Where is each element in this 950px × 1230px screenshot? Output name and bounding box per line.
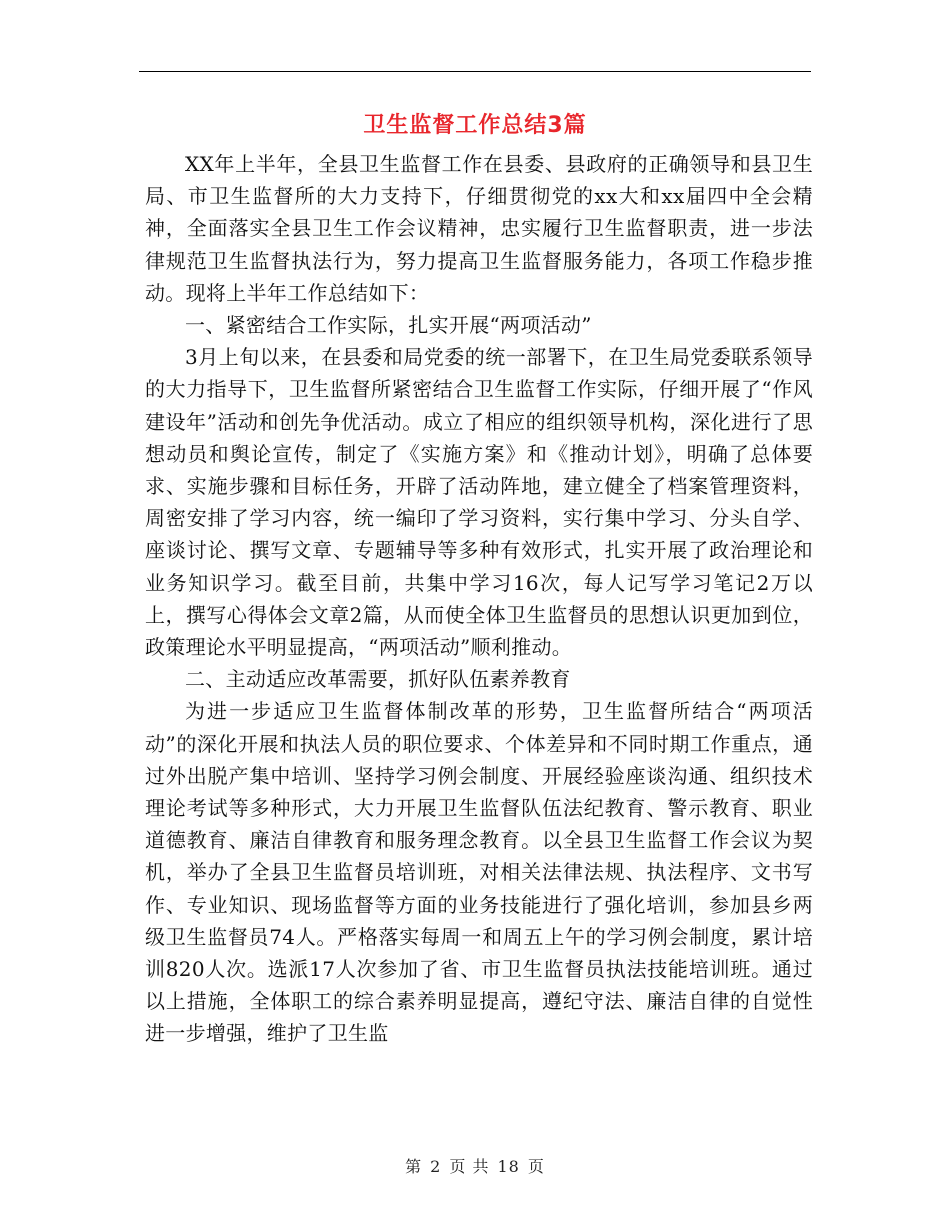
document-title: 卫生监督工作总结3篇 [363, 113, 587, 138]
section-heading-1: 一、紧密结合工作实际，扎实开展“两项活动” [185, 313, 592, 338]
header-rule [139, 71, 811, 72]
page-footer [0, 1154, 950, 1177]
document-body [145, 148, 813, 1050]
footer-prefix: 第 [405, 1157, 423, 1176]
total-page-count: 18 [497, 1157, 520, 1176]
section-1-paragraph: 3月上旬以来，在县委和局党委的统一部署下，在卫生局党委联系领导的大力指导下，卫生监督所紧密结合卫生监督工作实际，仔细开展了“作风建设年”活动和创先争优活动。成立了相应的组织领导机构，深化进行了思想动员和舆论宣传，制定了《实施方案》和《推动计划》，明确了总体要求、实施步骤和目标任务，开辟了活动阵地，建立健全了档案管理资料，周密安排了学习内容，统一编印了学习资料，实行集中学习、分头自学、座谈讨论、撰写文章、专题辅导等多种有效形式，扎实开展了政治理论和业务知识学习。截至目前，共集中学习16次，每人记写学习笔记2万以上，撰写心得体会文章2篇，从而使全体卫生监督员的思想认识更加到位，政策理论水平明显提高，“两项活动”顺利推动。 [145, 345, 813, 660]
footer-suffix: 页 [527, 1157, 545, 1176]
section-2-paragraph: 为进一步适应卫生监督体制改革的形势，卫生监督所结合“两项活动”的深化开展和执法人员的职位要求、个体差异和不同时期工作重点，通过外出脱产集中培训、坚持学习例会制度、开展经验座谈沟通、组织技术理论考试等多种形式，大力开展卫生监督队伍法纪教育、警示教育、职业道德教育、廉洁自律教育和服务理念教育。以全县卫生监督工作会议为契机，举办了全县卫生监督员培训班，对相关法律法规、执法程序、文书写作、专业知识、现场监督等方面的业务技能进行了强化培训，参加县乡两级卫生监督员74人。严格落实每周一和周五上午的学习例会制度，累计培训820人次。选派17人次参加了省、市卫生监督员执法技能培训班。通过以上措施，全体职工的综合素养明显提高，遵纪守法、廉洁自律的自觉性进一步增强，维护了卫生监 [145, 699, 813, 1046]
section-heading-2: 二、主动适应改革需要，抓好队伍素养教育 [185, 667, 571, 692]
current-page-number: 2 [430, 1157, 442, 1176]
intro-paragraph: XX年上半年，全县卫生监督工作在县委、县政府的正确领导和县卫生局、市卫生监督所的大力支持下，仔细贯彻党的xx大和xx届四中全会精神，全面落实全县卫生工作会议精神，忠实履行卫生监督职责，进一步法律规范卫生监督执法行为，努力提高卫生监督服务能力，各项工作稳步推动。现将上半年工作总结如下： [145, 152, 813, 305]
footer-middle: 页 共 [449, 1157, 490, 1176]
